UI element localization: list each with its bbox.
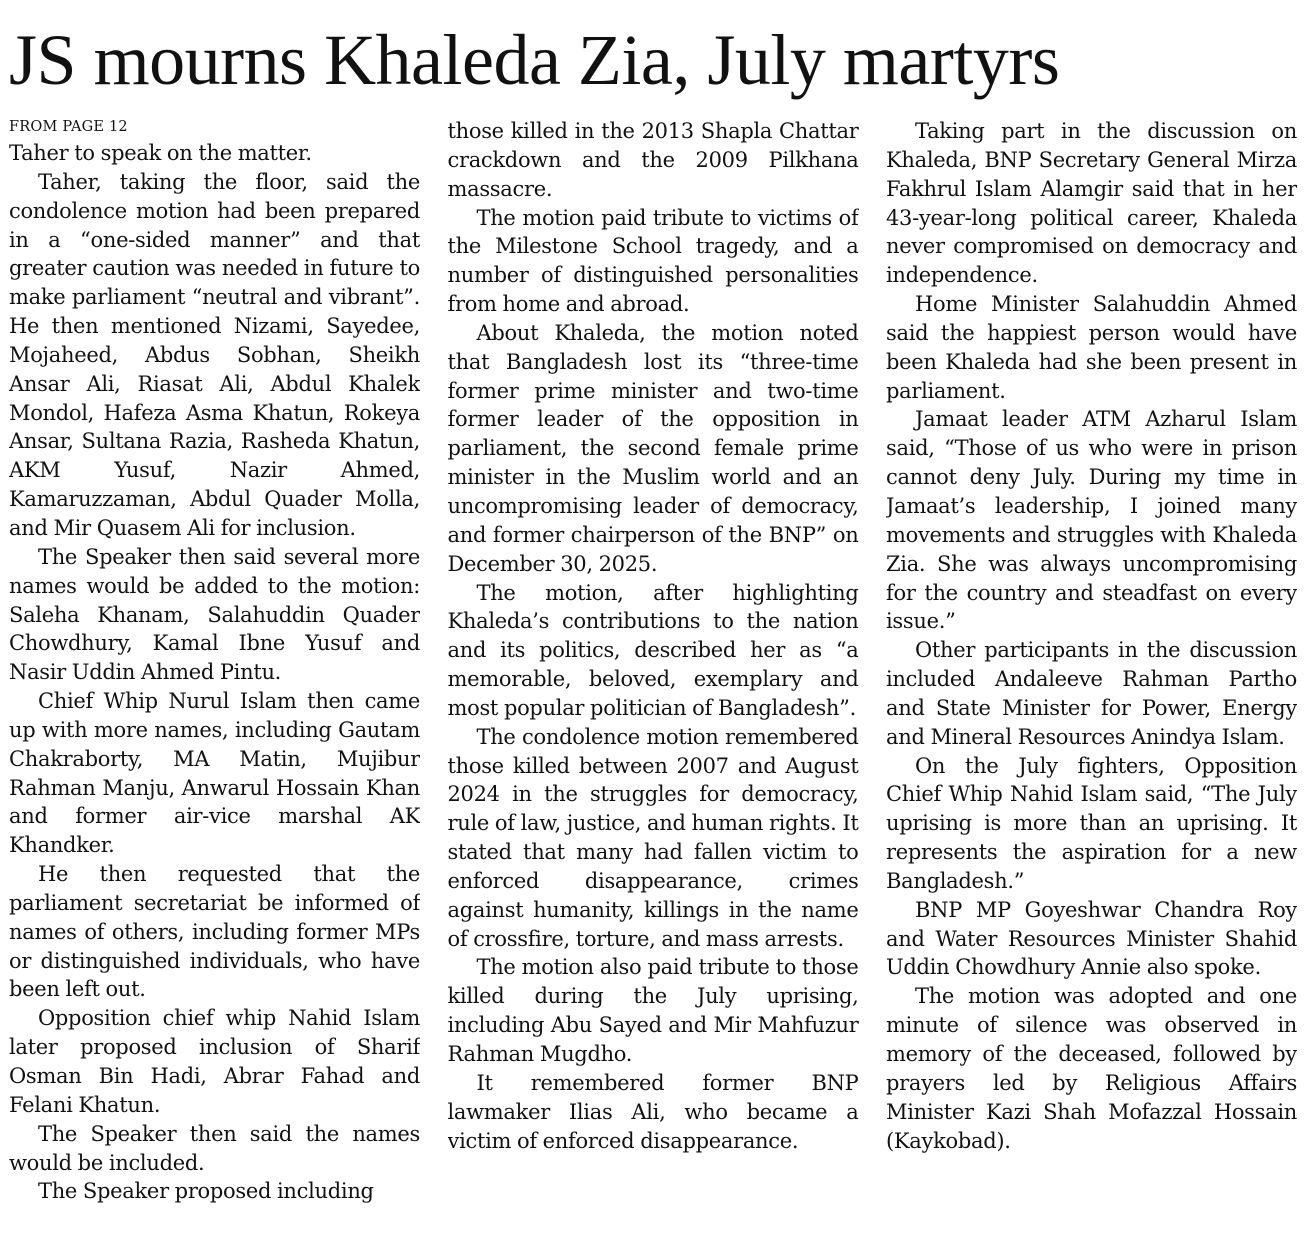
continued-from-label: FROM PAGE 12	[9, 119, 128, 135]
paragraph: Opposition chief whip Nahid Islam later proposed inclusion of Sharif Osman Bin Hadi, Abrar Fahad and Felani Khatun.	[9, 1006, 420, 1117]
paragraph: Home Minister Salahuddin Ahmed said the happiest person would have been Khaleda had she been present in parliament.	[886, 292, 1297, 403]
paragraph: The condolence motion remembered those killed between 2007 and August 2024 in the struggles for democracy, rule of law, justice, and human rights. It stated that many had fallen victim to enforced disappearance, crimes against humanity, killings in the name of crossfire, torture, and mass arrests.	[447, 724, 859, 951]
paragraph: The motion paid tribute to victims of the Milestone School tragedy, and a number of distinguished personalities from home and abroad.	[447, 205, 859, 317]
paragraph: The Speaker proposed including	[38, 1179, 374, 1204]
paragraph: BNP MP Goyeshwar Chandra Roy and Water Resources Minister Shahid Uddin Chowdhury Annie also spoke.	[886, 897, 1297, 980]
paragraph: About Khaleda, the motion noted that Bangladesh lost its “three-time former prime minister and two-time former leader of the opposition in parliament, the second female prime minister in the Muslim world and an uncompromising leader of democracy, and former chairperson of the BNP” on December 30, 2025.	[447, 320, 859, 576]
paragraph: Other participants in the discussion included Andaleeve Rahman Partho and State Minister for Power, Energy and Mineral Resources Anindya Islam.	[886, 638, 1297, 749]
paragraph: Jamaat leader ATM Azharul Islam said, “Those of us who were in prison cannot deny July. During my time in Jamaat’s leadership, I joined many movements and struggles with Khaleda Zia. She was always uncompromising for the country and steadfast on every issue.”	[886, 407, 1297, 634]
paragraph: The motion also paid tribute to those killed during the July uprising, including Abu Sayed and Mir Mahfuzur Rahman Mugdho.	[447, 955, 859, 1066]
column-1	[9, 117, 420, 1239]
paragraph: The motion was adopted and one minute of silence was observed in memory of the deceased, followed by prayers led by Religious Affairs Minister Kazi Shah Mofazzal Hossain (Kaykobad).	[886, 984, 1297, 1153]
paragraph: Taking part in the discussion on Khaleda, BNP Secretary General Mirza Fakhrul Islam Alamgir said that in her 43-year-long political career, Khaleda never compromised on democracy and independence.	[886, 119, 1297, 288]
paragraph: Taher to speak on the matter.	[9, 141, 312, 165]
column-2	[448, 117, 859, 1239]
headline: JS mourns Khaleda Zia, July martyrs	[9, 20, 1060, 100]
paragraph: The Speaker then said several more names would be added to the motion: Saleha Khanam, Salahuddin Quader Chowdhury, Kamal Ibne Yusuf and Nasir Uddin Ahmed Pintu.	[9, 544, 420, 685]
article-body	[9, 117, 1297, 1239]
paragraph: those killed in the 2013 Shapla Chattar crackdown and the 2009 Pilkhana massacre.	[447, 119, 859, 201]
paragraph: The motion, after highlighting Khaleda’s contributions to the nation and its politics, described her as “a memorable, beloved, exemplary and most popular politician of Bangladesh”.	[447, 580, 859, 720]
paragraph: It remembered former BNP lawmaker Ilias Ali, who became a victim of enforced disappearance.	[447, 1070, 859, 1153]
paragraph: He then requested that the parliament secretariat be informed of names of others, including former MPs or distinguished individuals, who have been left out.	[9, 862, 420, 1002]
paragraph: Chief Whip Nurul Islam then came up with more names, including Gautam Chakraborty, MA Matin, Mujibur Rahman Manju, Anwarul Hossain Khan and former air-vice marshal AK Khandker.	[9, 689, 420, 858]
paragraph: The Speaker then said the names would be included.	[9, 1121, 420, 1175]
column-3	[886, 117, 1297, 1239]
paragraph: On the July fighters, Opposition Chief Whip Nahid Islam said, “The July uprising is more than an uprising. It represents the aspiration for a new Bangladesh.”	[886, 753, 1297, 893]
paragraph: Taher, taking the floor, said the condolence motion had been prepared in a “one-sided manner” and that greater caution was needed in future to make parliament “neutral and vibrant”. He then mentioned Nizami, Sayedee, Mojaheed, Abdus Sobhan, Sheikh Ansar Ali, Riasat Ali, Abdul Khalek Mondol, Hafeza Asma Khatun, Rokeya Ansar, Sultana Razia, Rasheda Khatun, AKM Yusuf, Nazir Ahmed, Kamaruzzaman, Abdul Quader Molla, and Mir Quasem Ali for inclusion.	[9, 169, 420, 540]
